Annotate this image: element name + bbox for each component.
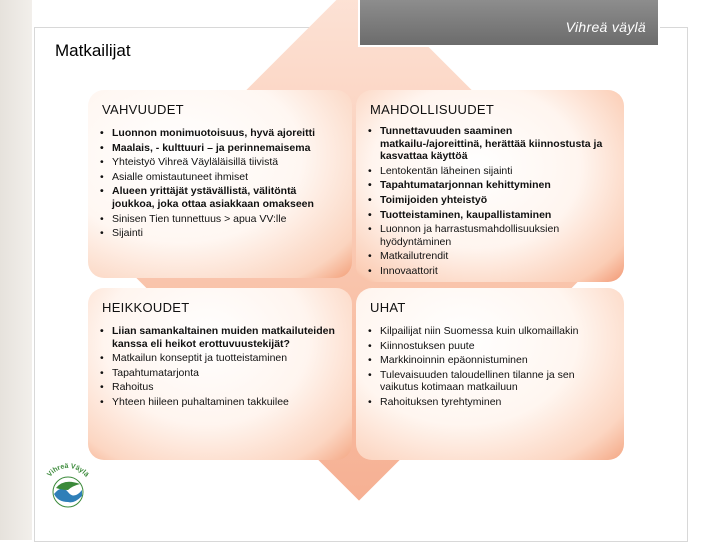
list-item: • Innovaattorit [368,265,612,278]
list-item: • Yhteistyö Vihreä Väyläläisillä tiivistä [100,156,340,169]
strengths-list [100,127,340,240]
list-item: • Markkinoinnin epäonnistuminen [368,354,612,367]
swot-strengths [88,90,352,278]
left-decorative-stripe [0,0,32,540]
list-item: • Toimijoiden yhteistyö [368,194,612,207]
list-item: • Tunnettavuuden saaminen matkailu-/ajoreittinä, herättää kiinnostusta ja kasvattaa käyttöä [368,125,612,163]
threats-heading: UHAT [370,300,406,315]
list-item: • Yhteen hiileen puhaltaminen takkuilee [100,396,340,409]
header-tab-label: Vihreä väylä [565,19,646,35]
weaknesses-heading: HEIKKOUDET [102,300,190,315]
logo-text: Vihreä Väylä [46,462,90,479]
weaknesses-list [100,325,340,409]
strengths-heading: VAHVUUDET [102,102,184,117]
list-item: • Tapahtumatarjonnan kehittyminen [368,179,612,192]
list-item: • Matkailun konseptit ja tuotteistaminen [100,352,340,365]
list-item: • Maalais, - kulttuuri – ja perinnemaisema [100,142,340,155]
swot-weaknesses [88,288,352,460]
list-item: • Kilpailijat niin Suomessa kuin ulkomaillakin [368,325,612,338]
list-item: • Tulevaisuuden taloudellinen tilanne ja sen vaikutus kotimaan matkailuun [368,369,612,394]
vihrea-vayla-logo-icon [36,456,100,520]
swot-opportunities [356,90,624,282]
svg-text:Vihreä Väylä [46,463,90,479]
header-tab [358,0,660,47]
list-item: • Tuotteistaminen, kaupallistaminen [368,209,612,222]
list-item: • Luonnon monimuotoisuus, hyvä ajoreitti [100,127,340,140]
list-item: • Rahoituksen tyrehtyminen [368,396,612,409]
list-item: • Sinisen Tien tunnettuus > apua VV:lle [100,213,340,226]
list-item: • Rahoitus [100,381,340,394]
list-item: • Luonnon ja harrastusmahdollisuuksien hyödyntäminen [368,223,612,248]
opportunities-list [368,125,612,278]
list-item: • Alueen yrittäjät ystävällistä, välitöntä joukkoa, joka ottaa asiakkaan omakseen [100,185,340,210]
swot-threats [356,288,624,460]
list-item: • Matkailutrendit [368,250,612,263]
list-item: • Lentokentän läheinen sijainti [368,165,612,178]
list-item: • Sijainti [100,227,340,240]
list-item: • Asialle omistautuneet ihmiset [100,171,340,184]
threats-list [368,325,612,409]
list-item: • Liian samankaltainen muiden matkailuteiden kanssa eli heikot erottuvuustekijät? [100,325,340,350]
list-item: • Tapahtumatarjonta [100,367,340,380]
opportunities-heading: MAHDOLLISUUDET [370,102,495,117]
page-title: Matkailijat [55,41,131,60]
list-item: • Kiinnostuksen puute [368,340,612,353]
